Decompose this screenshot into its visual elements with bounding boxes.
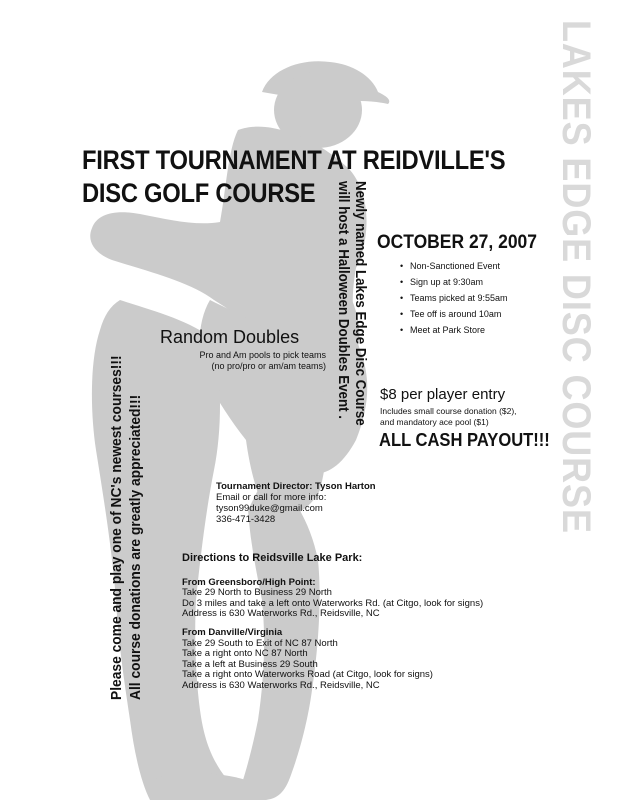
list-item: • Sign up at 9:30am <box>400 277 484 287</box>
director-email: tyson99duke@gmail.com <box>216 503 323 514</box>
appeal-line-1: Please come and play one of NC's newest courses!!! <box>108 355 125 700</box>
headline-line-1: FIRST TOURNAMENT AT REIDVILLE'S <box>82 145 506 175</box>
side-course-title: LAKES EDGE DISC COURSE <box>554 20 598 534</box>
route-title: From Greensboro/High Point: <box>182 576 316 588</box>
list-item: • Tee off is around 10am <box>400 309 502 319</box>
vertical-appeal <box>107 355 145 700</box>
headline <box>82 144 505 210</box>
route-greensboro <box>182 578 483 620</box>
event-details-list <box>400 260 508 340</box>
list-item: • Non-Sanctioned Event <box>400 261 501 271</box>
director-title: Tournament Director: Tyson Harton <box>216 481 376 492</box>
route-step: Address is 630 Waterworks Rd., Reidsville, NC <box>182 608 380 620</box>
detail-text: Tee off is around 10am <box>410 309 502 319</box>
headline-line-2: DISC GOLF COURSE <box>82 178 316 208</box>
directions-block <box>182 553 483 700</box>
detail-text: Meet at Park Store <box>410 325 486 335</box>
entry-fee-details <box>380 406 517 428</box>
route-step: Take a left at Business 29 South <box>182 658 318 670</box>
entry-fee: $8 per player entry <box>380 386 506 403</box>
announcement-line-1: Newly named Lakes Edge Disc Course <box>352 181 368 426</box>
cash-payout: ALL CASH PAYOUT!!! <box>379 430 550 450</box>
route-step: Take a right onto NC 87 North <box>182 648 308 660</box>
appeal-line-2: All course donations are greatly appreciated!!! <box>127 394 144 700</box>
vertical-announcement <box>334 181 368 426</box>
contact-note: Email or call for more info: <box>216 492 327 503</box>
list-item: • Meet at Park Store <box>400 325 486 335</box>
directions-title: Directions to Reidsville Lake Park: <box>182 552 363 564</box>
director-phone: 336-471-3428 <box>216 514 276 525</box>
detail-text: Teams picked at 9:55am <box>410 293 508 303</box>
announcement-line-2: will host a Halloween Doubles Event . <box>335 181 351 419</box>
route-step: Take 29 North to Business 29 North <box>182 587 332 599</box>
route-step: Take 29 South to Exit of NC 87 North <box>182 637 338 649</box>
detail-text: Sign up at 9:30am <box>410 277 484 287</box>
rd-line-1: Pro and Am pools to pick teams <box>199 350 326 360</box>
detail-text: Non-Sanctioned Event <box>410 261 501 271</box>
entry-line-1: Includes small course donation ($2), <box>380 406 517 416</box>
route-title: From Danville/Virginia <box>182 626 283 638</box>
route-step: Address is 630 Waterworks Rd., Reidsville, NC <box>182 679 380 691</box>
rd-line-2: (no pro/pro or am/am teams) <box>211 361 326 371</box>
random-doubles-description <box>166 350 326 372</box>
route-danville <box>182 628 483 692</box>
tournament-director-block <box>216 481 376 525</box>
random-doubles-title: Random Doubles <box>160 327 300 347</box>
entry-line-2: and mandatory ace pool ($1) <box>380 417 489 427</box>
list-item: • Teams picked at 9:55am <box>400 293 508 303</box>
route-step: Do 3 miles and take a left onto Waterworks Rd. (at Citgo, look for signs) <box>182 597 484 609</box>
event-date: OCTOBER 27, 2007 <box>377 232 537 253</box>
route-step: Take a right onto Waterworks Road (at Citgo, look for signs) <box>182 669 433 681</box>
